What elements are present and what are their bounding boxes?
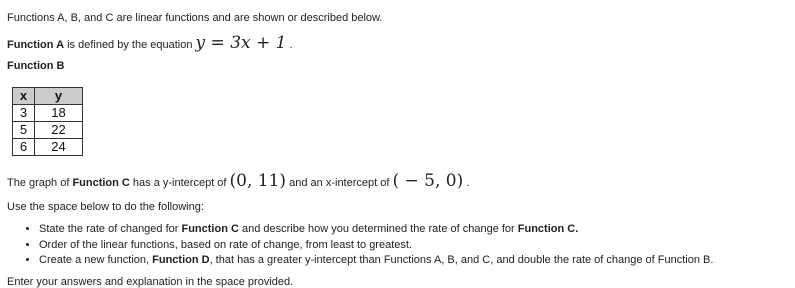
function-c-label: Function C [72,177,130,189]
table-header-row [13,88,83,105]
task-3-post: , that has a greater y-intercept than Functions A, B, and C, and double the rate of change of Function B. [209,254,714,266]
list-item [39,253,713,269]
function-c-x-intercept: ( − 5, 0) [392,171,464,191]
task-1-bold-1: Function C [181,223,239,235]
task-1-bold-2: Function C. [517,223,579,235]
table-cell-x: 3 [13,105,35,122]
table-cell-y: 18 [35,105,83,122]
table-header-y: y [35,88,83,105]
task-2-text: Order of the linear functions, based on rate of change, from least to greatest. [39,238,412,251]
function-b-heading [7,60,64,72]
task-1-mid: and describe how you determined the rate of change for [238,223,518,235]
function-c-line [7,171,469,191]
function-c-pre: The graph of [7,177,73,189]
table-cell-y: 24 [35,139,83,156]
function-a-label: Function A [7,39,65,51]
table-row [13,122,83,139]
table-row [13,105,83,122]
function-a-equation-y: y [195,33,206,53]
intro-text: Functions A, B, and C are linear functions and are shown or described below. [7,12,383,24]
table-cell-x: 5 [13,122,35,139]
task-list [7,222,713,269]
table-cell-y: 22 [35,122,83,139]
table-row [13,139,83,156]
instructions-text: Use the space below to do the following: [7,201,204,213]
task-1-pre: State the rate of changed for [39,223,182,235]
function-c-y-intercept: (0, 11) [229,171,287,191]
function-c-mid1: has a y-intercept of [129,177,230,189]
task-3-bold: Function D [152,254,210,266]
footer-text: Enter your answers and explanation in the space provided. [7,276,294,288]
function-b-table [12,87,83,156]
function-a-end: . [286,39,293,51]
function-c-end: . [463,177,470,189]
function-a-text: is defined by the equation [64,39,196,51]
function-c-mid2: and an x-intercept of [286,177,393,189]
function-a-equation-rhs: 3x + 1 [230,33,287,53]
table-cell-x: 6 [13,139,35,156]
task-3-pre: Create a new function, [39,254,153,266]
table-header-x: x [13,88,35,105]
list-item [39,222,713,238]
list-item [39,238,713,254]
function-a-equation-eq: = [205,33,231,53]
function-a-line [7,33,293,53]
function-b-label: Function B [7,60,65,72]
